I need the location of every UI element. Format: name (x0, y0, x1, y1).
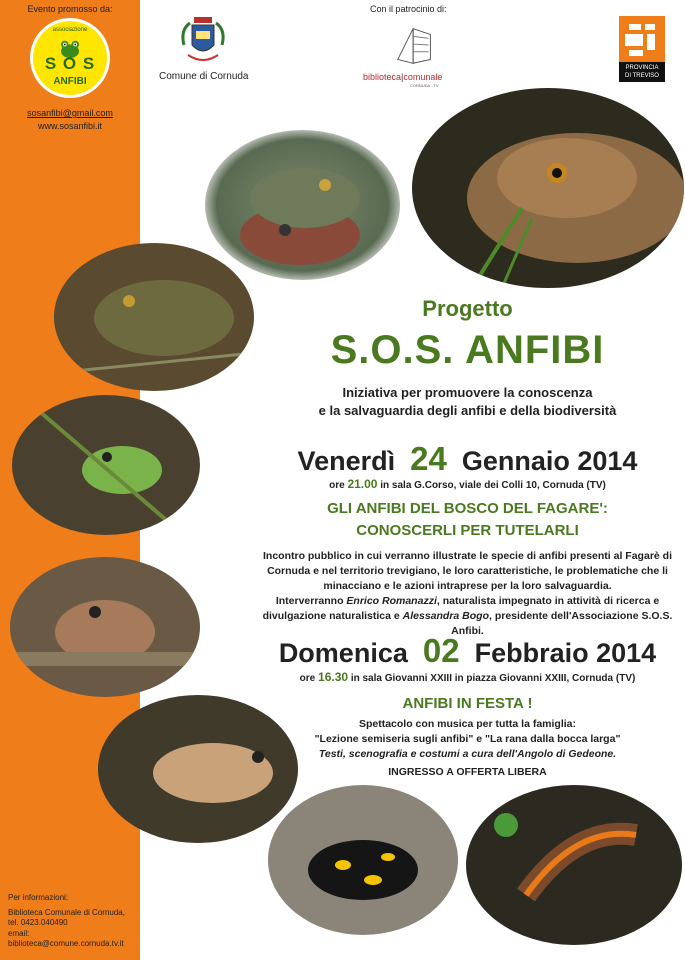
provincia-logo: PROVINCIA DI TREVISO (619, 16, 665, 84)
info-tel: tel. 0423.040490 (8, 918, 68, 927)
event1-time: ore 21.00 in sala G.Corso, viale dei Colli 10, Cornuda (TV) (329, 477, 606, 491)
info-email[interactable]: biblioteca@comune.cornuda.tv.it (8, 939, 124, 948)
sos-anfibi-logo: associazione S O S ANFIBI (30, 18, 110, 98)
comune-crest-icon (178, 14, 228, 66)
event2-date: Domenica 02 Febbraio 2014 (278, 632, 657, 669)
info-org: Biblioteca Comunale di Cornuda, (8, 908, 125, 917)
event1-heading-line2: CONOSCERLI PER TUTELARLI (356, 522, 579, 539)
event2-description: Spettacolo con musica per tutta la famiglia: "Lezione semiseria sugli anfibi" e "La rana dalla bocca larga" Testi, scenografia e costumi a cura dell'Angolo di Gedeone. INGRESSO A OFFERTA LIBERA (314, 718, 621, 778)
patronage-label: Con il patrocinio di: (370, 4, 447, 14)
main-title: S.O.S. ANFIBI (330, 328, 605, 372)
newt-photo (466, 785, 682, 945)
sos-website-link[interactable]: www.sosanfibi.it (37, 121, 103, 131)
event2-heading: ANFIBI IN FESTA ! (402, 695, 533, 712)
tree-frog-photo (12, 395, 200, 535)
event1-description: Incontro pubblico in cui verranno illustrate le specie di anfibi presenti al Fagarè di Cornuda e nel territorio trevigiano, le loro caratteristiche, le problematiche che li minacciano e le azioni intraprese per la loro salvaguardia. Interverranno Enrico Romanazzi, naturalista impegnato in attività di ricerca e divulgazione naturalistica e Alessandra Bogo, presidente dell'Associazione S.O.S. Anfibi. (262, 550, 673, 637)
provincia-emblem-icon (619, 16, 665, 62)
event2-time: ore 16.30 in sala Giovanni XXIII in piazza Giovanni XXIII, Cornuda (TV) (299, 670, 636, 684)
sos-email-link[interactable]: sosanfibi@gmail.com (27, 108, 113, 118)
info-title: Per informazioni: (8, 893, 69, 902)
comune-label: Comune di Cornuda (159, 71, 249, 82)
brown-frog-photo (10, 557, 200, 697)
event1-date: Venerdì 24 Gennaio 2014 (297, 440, 638, 477)
info-email-label: email: (8, 929, 30, 938)
toad-closeup-photo (412, 88, 684, 288)
promoted-by-label: Evento promosso da: (27, 4, 113, 14)
fire-salamander-photo (268, 785, 458, 935)
toad-in-grass-photo (54, 243, 254, 391)
subtitle-line2: e la salvaguardia degli anfibi e della biodiversità (318, 403, 617, 418)
toads-pair-photo (205, 130, 400, 280)
subtitle-line1: Iniziativa per promuovere la conoscenza (342, 385, 593, 400)
biblioteca-logo-text: biblioteca|comunale (363, 72, 443, 82)
progetto-label: Progetto (422, 296, 513, 321)
book-icon (392, 24, 440, 68)
event1-heading-line1: GLI ANFIBI DEL BOSCO DEL FAGARE': (327, 500, 608, 517)
